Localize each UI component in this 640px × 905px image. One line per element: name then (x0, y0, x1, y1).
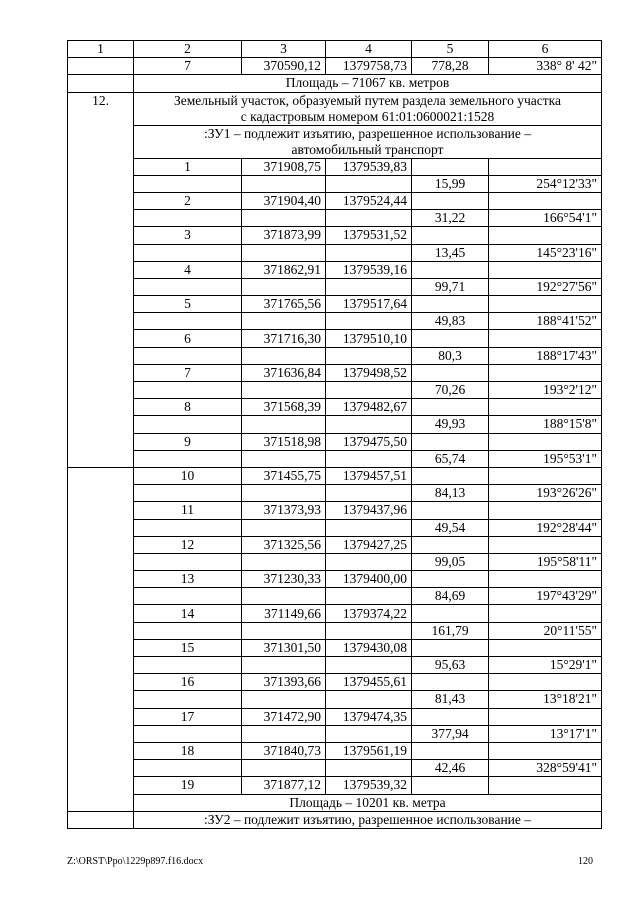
empty-cell (134, 382, 242, 399)
empty-cell (68, 192, 134, 209)
coord-y: 1379457,51 (326, 467, 412, 484)
coord-y: 1379475,50 (326, 433, 412, 450)
segment-angle: 145°23'16" (489, 244, 602, 261)
empty-cell (68, 158, 134, 175)
point-number: 17 (134, 708, 242, 725)
empty-cell (68, 502, 134, 519)
empty-cell (134, 450, 242, 467)
empty-cell (68, 244, 134, 261)
empty-cell (68, 794, 134, 811)
coord-x: 371472,90 (242, 708, 326, 725)
empty-cell (326, 210, 412, 227)
empty-cell (326, 416, 412, 433)
point-row (68, 399, 602, 416)
segment-angle: 195°58'11" (489, 553, 602, 570)
empty-cell (134, 622, 242, 639)
segment-row (68, 450, 602, 467)
empty-cell (326, 278, 412, 295)
coord-x: 371908,75 (242, 158, 326, 175)
segment-angle: 338° 8' 42" (489, 58, 602, 75)
segment-angle: 13°18'21" (489, 691, 602, 708)
point-row (68, 192, 602, 209)
empty-cell (68, 330, 134, 347)
empty-cell (242, 416, 326, 433)
empty-cell (68, 416, 134, 433)
header-cell: 6 (489, 41, 602, 58)
empty-cell (134, 210, 242, 227)
empty-cell (134, 725, 242, 742)
point-row (68, 708, 602, 725)
empty-cell (489, 536, 602, 553)
coord-x: 371325,56 (242, 536, 326, 553)
empty-cell (412, 536, 489, 553)
segment-row (68, 244, 602, 261)
empty-cell (68, 58, 134, 75)
coord-x: 371301,50 (242, 639, 326, 656)
point-row (68, 502, 602, 519)
empty-cell (134, 313, 242, 330)
coord-x: 371873,99 (242, 227, 326, 244)
coord-x: 371862,91 (242, 261, 326, 278)
segment-length: 13,45 (412, 244, 489, 261)
coord-y: 1379400,00 (326, 571, 412, 588)
empty-cell (134, 347, 242, 364)
empty-cell (242, 244, 326, 261)
empty-cell (68, 519, 134, 536)
point-number: 2 (134, 192, 242, 209)
empty-cell (242, 210, 326, 227)
segment-angle: 193°2'12" (489, 382, 602, 399)
empty-cell (68, 75, 134, 92)
empty-cell (68, 227, 134, 244)
point-number: 12 (134, 536, 242, 553)
empty-cell (68, 691, 134, 708)
point-number: 18 (134, 742, 242, 759)
point-number: 19 (134, 777, 242, 794)
point-number: 7 (134, 58, 242, 75)
segment-angle: 20°11'55" (489, 622, 602, 639)
coordinates-table (67, 40, 602, 829)
empty-cell (489, 571, 602, 588)
empty-cell (412, 261, 489, 278)
empty-cell (242, 691, 326, 708)
header-cell: 1 (68, 41, 134, 58)
segment-row (68, 519, 602, 536)
empty-cell (242, 519, 326, 536)
empty-cell (242, 588, 326, 605)
empty-cell (412, 227, 489, 244)
empty-cell (68, 588, 134, 605)
segment-length: 161,79 (412, 622, 489, 639)
empty-cell (242, 450, 326, 467)
table-row (68, 58, 602, 75)
coord-y: 1379430,08 (326, 639, 412, 656)
point-row (68, 605, 602, 622)
empty-cell (489, 605, 602, 622)
coord-y: 1379482,67 (326, 399, 412, 416)
header-cell: 3 (242, 41, 326, 58)
area-row (68, 75, 602, 92)
empty-cell (412, 605, 489, 622)
empty-cell (326, 382, 412, 399)
empty-cell (68, 399, 134, 416)
empty-cell (68, 313, 134, 330)
section-title-row (68, 92, 602, 125)
coord-y: 1379561,19 (326, 742, 412, 759)
empty-cell (242, 553, 326, 570)
empty-cell (242, 278, 326, 295)
point-row (68, 261, 602, 278)
empty-cell (326, 725, 412, 742)
point-row (68, 571, 602, 588)
coord-y: 1379498,52 (326, 364, 412, 381)
empty-cell (489, 364, 602, 381)
empty-cell (68, 175, 134, 192)
point-row (68, 227, 602, 244)
empty-cell (242, 725, 326, 742)
header-cell: 5 (412, 41, 489, 58)
segment-angle: 195°53'1" (489, 450, 602, 467)
empty-cell (68, 485, 134, 502)
empty-cell (134, 485, 242, 502)
segment-length: 70,26 (412, 382, 489, 399)
empty-cell (68, 125, 134, 158)
point-number: 4 (134, 261, 242, 278)
point-row (68, 777, 602, 794)
segment-length: 42,46 (412, 760, 489, 777)
empty-cell (412, 433, 489, 450)
segment-angle: 166°54'1" (489, 210, 602, 227)
empty-cell (326, 588, 412, 605)
empty-cell (489, 467, 602, 484)
empty-cell (68, 605, 134, 622)
coord-x: 371765,56 (242, 296, 326, 313)
zu1-description (134, 125, 602, 158)
point-row (68, 158, 602, 175)
segment-row (68, 210, 602, 227)
zu1-row (68, 125, 602, 158)
coord-x: 371373,93 (242, 502, 326, 519)
point-number: 3 (134, 227, 242, 244)
point-number: 15 (134, 639, 242, 656)
empty-cell (412, 192, 489, 209)
empty-cell (326, 450, 412, 467)
footer-file-path: Z:\ORST\Ppo\1229p897.f16.docx (67, 856, 204, 867)
empty-cell (326, 347, 412, 364)
empty-cell (68, 433, 134, 450)
coord-y: 1379539,32 (326, 777, 412, 794)
area-text: Площадь – 10201 кв. метра (134, 794, 602, 811)
segment-angle: 13°17'1" (489, 725, 602, 742)
segment-length: 778,28 (412, 58, 489, 75)
section-title-line: с кадастровым номером 61:01:0600021:1528 (240, 108, 495, 124)
empty-cell (326, 244, 412, 261)
coord-x: 371149,66 (242, 605, 326, 622)
segment-angle: 197°43'29" (489, 588, 602, 605)
empty-cell (489, 330, 602, 347)
coord-y: 1379437,96 (326, 502, 412, 519)
empty-cell (489, 708, 602, 725)
empty-cell (68, 725, 134, 742)
point-number: 9 (134, 433, 242, 450)
empty-cell (134, 244, 242, 261)
coord-y: 1379539,83 (326, 158, 412, 175)
segment-row (68, 622, 602, 639)
empty-cell (68, 622, 134, 639)
empty-cell (326, 691, 412, 708)
empty-cell (412, 158, 489, 175)
empty-cell (68, 467, 134, 484)
empty-cell (412, 571, 489, 588)
empty-cell (242, 175, 326, 192)
coord-y: 1379758,73 (326, 58, 412, 75)
empty-cell (68, 674, 134, 691)
empty-cell (326, 313, 412, 330)
empty-cell (326, 622, 412, 639)
coord-x: 371904,40 (242, 192, 326, 209)
empty-cell (68, 777, 134, 794)
empty-cell (68, 536, 134, 553)
empty-cell (412, 364, 489, 381)
empty-cell (489, 399, 602, 416)
area-text: Площадь – 71067 кв. метров (134, 75, 602, 92)
point-number: 1 (134, 158, 242, 175)
segment-row (68, 416, 602, 433)
empty-cell (68, 296, 134, 313)
segment-angle: 188°15'8" (489, 416, 602, 433)
empty-cell (68, 708, 134, 725)
empty-cell (134, 588, 242, 605)
point-number: 11 (134, 502, 242, 519)
empty-cell (489, 192, 602, 209)
segment-row (68, 725, 602, 742)
empty-cell (68, 382, 134, 399)
empty-cell (242, 657, 326, 674)
empty-cell (412, 742, 489, 759)
segment-row (68, 553, 602, 570)
segment-length: 84,69 (412, 588, 489, 605)
empty-cell (326, 760, 412, 777)
segment-angle: 15°29'1" (489, 657, 602, 674)
segment-row (68, 657, 602, 674)
segment-angle: 328°59'41" (489, 760, 602, 777)
point-row (68, 742, 602, 759)
footer-page-number: 120 (578, 856, 593, 867)
segment-angle: 192°27'56" (489, 278, 602, 295)
empty-cell (412, 777, 489, 794)
area-row (68, 794, 602, 811)
segment-length: 15,99 (412, 175, 489, 192)
coord-x: 371393,66 (242, 674, 326, 691)
empty-cell (412, 639, 489, 656)
empty-cell (134, 278, 242, 295)
empty-cell (326, 519, 412, 536)
segment-angle: 193°26'26" (489, 485, 602, 502)
coord-y: 1379510,10 (326, 330, 412, 347)
empty-cell (489, 227, 602, 244)
segment-angle: 188°41'52" (489, 313, 602, 330)
zu2-description: :ЗУ2 – подлежит изъятию, разрешенное использование – (134, 811, 602, 828)
point-number: 7 (134, 364, 242, 381)
empty-cell (326, 553, 412, 570)
segment-row (68, 691, 602, 708)
empty-cell (134, 175, 242, 192)
coord-y: 1379455,61 (326, 674, 412, 691)
empty-cell (134, 657, 242, 674)
header-row (68, 41, 602, 58)
point-number: 10 (134, 467, 242, 484)
empty-cell (412, 674, 489, 691)
coord-x: 371636,84 (242, 364, 326, 381)
segment-row (68, 760, 602, 777)
coord-y: 1379517,64 (326, 296, 412, 313)
empty-cell (68, 450, 134, 467)
segment-length: 81,43 (412, 691, 489, 708)
segment-row (68, 347, 602, 364)
empty-cell (134, 553, 242, 570)
empty-cell (489, 296, 602, 313)
coord-x: 371455,75 (242, 467, 326, 484)
coord-y: 1379474,35 (326, 708, 412, 725)
empty-cell (68, 261, 134, 278)
point-row (68, 330, 602, 347)
segment-length: 49,83 (412, 313, 489, 330)
point-row (68, 536, 602, 553)
empty-cell (242, 382, 326, 399)
coord-y: 1379531,52 (326, 227, 412, 244)
empty-cell (489, 674, 602, 691)
segment-length: 65,74 (412, 450, 489, 467)
segment-row (68, 382, 602, 399)
segment-row (68, 313, 602, 330)
empty-cell (242, 622, 326, 639)
point-row (68, 467, 602, 484)
empty-cell (68, 278, 134, 295)
empty-cell (68, 553, 134, 570)
empty-cell (242, 485, 326, 502)
empty-cell (412, 467, 489, 484)
segment-row (68, 278, 602, 295)
empty-cell (326, 485, 412, 502)
segment-length: 31,22 (412, 210, 489, 227)
point-row (68, 364, 602, 381)
empty-cell (412, 502, 489, 519)
segment-length: 80,3 (412, 347, 489, 364)
segment-row (68, 175, 602, 192)
point-number: 14 (134, 605, 242, 622)
header-cell: 2 (134, 41, 242, 58)
zu1-line: автомобильный транспорт (291, 141, 444, 157)
coord-x: 371877,12 (242, 777, 326, 794)
empty-cell (489, 261, 602, 278)
empty-cell (489, 742, 602, 759)
segment-length: 84,13 (412, 485, 489, 502)
coord-x: 371568,39 (242, 399, 326, 416)
empty-cell (68, 571, 134, 588)
empty-cell (68, 760, 134, 777)
segment-row (68, 588, 602, 605)
empty-cell (68, 364, 134, 381)
coord-y: 1379427,25 (326, 536, 412, 553)
empty-cell (134, 519, 242, 536)
empty-cell (326, 657, 412, 674)
empty-cell (68, 742, 134, 759)
empty-cell (489, 639, 602, 656)
empty-cell (68, 657, 134, 674)
empty-cell (68, 811, 134, 828)
point-row (68, 639, 602, 656)
coordinates-table-container (67, 40, 601, 829)
empty-cell (489, 158, 602, 175)
empty-cell (412, 399, 489, 416)
coord-y: 1379374,22 (326, 605, 412, 622)
header-cell: 4 (326, 41, 412, 58)
coord-x: 371840,73 (242, 742, 326, 759)
empty-cell (412, 708, 489, 725)
segment-length: 49,54 (412, 519, 489, 536)
segment-length: 95,63 (412, 657, 489, 674)
coord-x: 371230,33 (242, 571, 326, 588)
point-row (68, 296, 602, 313)
empty-cell (68, 210, 134, 227)
coord-y: 1379539,16 (326, 261, 412, 278)
segment-row (68, 485, 602, 502)
point-number: 6 (134, 330, 242, 347)
section-title (134, 92, 602, 125)
segment-angle: 188°17'43" (489, 347, 602, 364)
empty-cell (134, 760, 242, 777)
point-number: 13 (134, 571, 242, 588)
segment-length: 99,71 (412, 278, 489, 295)
empty-cell (412, 330, 489, 347)
zu1-line: :ЗУ1 – подлежит изъятию, разрешенное использование – (203, 125, 532, 141)
coord-x: 371716,30 (242, 330, 326, 347)
section-title-line: Земельный участок, образуемый путем раздела земельного участка (174, 92, 561, 108)
empty-cell (412, 296, 489, 313)
point-number: 5 (134, 296, 242, 313)
empty-cell (68, 639, 134, 656)
empty-cell (134, 416, 242, 433)
empty-cell (489, 777, 602, 794)
segment-length: 377,94 (412, 725, 489, 742)
empty-cell (134, 691, 242, 708)
coord-y: 1379524,44 (326, 192, 412, 209)
empty-cell (242, 313, 326, 330)
empty-cell (489, 433, 602, 450)
point-row (68, 674, 602, 691)
segment-angle: 192°28'44" (489, 519, 602, 536)
segment-length: 99,05 (412, 553, 489, 570)
section-number: 12. (68, 92, 134, 125)
empty-cell (326, 175, 412, 192)
zu2-row (68, 811, 602, 828)
empty-cell (242, 760, 326, 777)
segment-angle: 254°12'33" (489, 175, 602, 192)
coord-x: 371518,98 (242, 433, 326, 450)
segment-length: 49,93 (412, 416, 489, 433)
point-row (68, 433, 602, 450)
point-number: 16 (134, 674, 242, 691)
coord-x: 370590,12 (242, 58, 326, 75)
empty-cell (489, 502, 602, 519)
point-number: 8 (134, 399, 242, 416)
empty-cell (68, 347, 134, 364)
empty-cell (242, 347, 326, 364)
